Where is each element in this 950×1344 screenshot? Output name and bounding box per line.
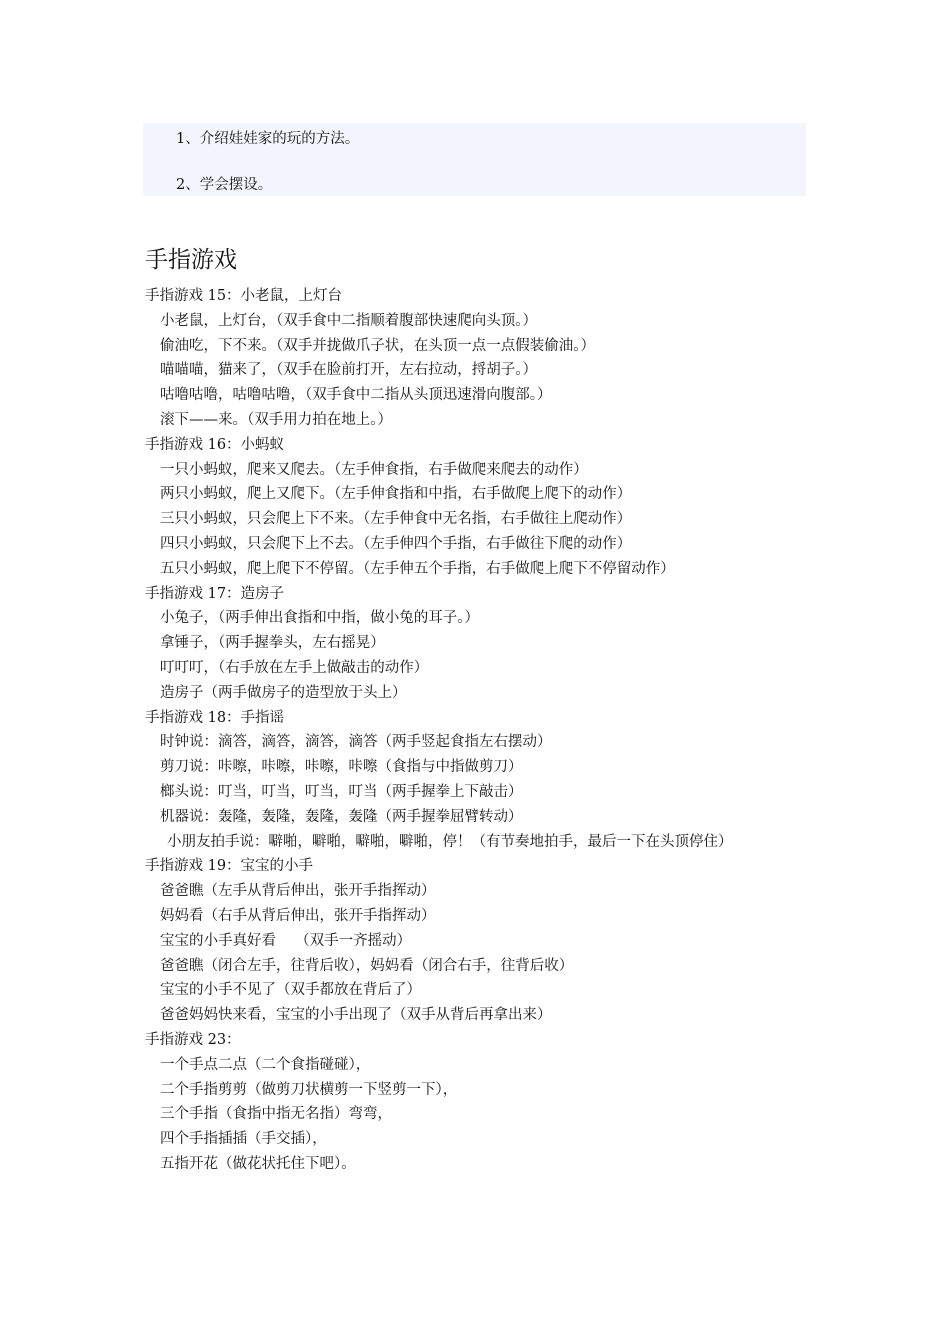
intro-item-2: 2、学会摆设。 [176, 177, 273, 193]
game-line: 爸爸妈妈快来看，宝宝的小手出现了（双手从背后再拿出来） [160, 1007, 552, 1024]
game-line: 榔头说：叮当，叮当，叮当，叮当（两手握拳上下敲击） [160, 783, 523, 800]
intro-item-1: 1、介绍娃娃家的玩的方法。 [176, 131, 360, 147]
game-line: 喵喵喵，猫来了，（双手在脸前打开，左右拉动，捋胡子。） [160, 362, 537, 379]
game-title: 手指游戏 23： [145, 1031, 241, 1048]
game-line: 宝宝的小手真好看 （双手一齐摇动） [160, 932, 412, 949]
game-line: 三只小蚂蚁，只会爬上下不来。（左手伸食中无名指，右手做往上爬动作） [160, 511, 632, 528]
game-line: 小朋友拍手说：噼啪，噼啪，噼啪，噼啪，停！（有节奏地拍手，最后一下在头顶停住） [167, 833, 733, 850]
game-line: 一只小蚂蚁，爬来又爬去。（左手伸食指，右手做爬来爬去的动作） [160, 461, 588, 478]
game-title: 手指游戏 17：造房子 [145, 585, 285, 602]
game-line: 五指开花（做花状托住下吧）。 [160, 1155, 356, 1172]
game-line: 爸爸瞧（左手从背后伸出，张开手指挥动） [160, 883, 436, 900]
game-line: 剪刀说：咔嚓，咔嚓，咔嚓，咔嚓（食指与中指做剪刀） [160, 759, 523, 776]
game-line: 咕噜咕噜，咕噜咕噜，（双手食中二指从头顶迅速滑向腹部。） [160, 387, 552, 404]
game-line: 爸爸瞧（闭合左手，往背后收），妈妈看（闭合右手，往背后收） [160, 957, 574, 974]
game-line: 造房子（两手做房子的造型放于头上） [160, 684, 407, 701]
game-line: 二个手指剪剪（做剪刀状横剪一下竖剪一下）， [160, 1081, 458, 1098]
game-line: 两只小蚂蚁，爬上又爬下。（左手伸食指和中指，右手做爬上爬下的动作） [160, 486, 632, 503]
game-line: 一个手点二点（二个食指碰碰）， [160, 1056, 371, 1073]
game-line: 滚下——来。（双手用力拍在地上。） [160, 411, 392, 428]
game-title: 手指游戏 19：宝宝的小手 [145, 858, 314, 875]
game-line: 小兔子，（两手伸出食指和中指，做小兔的耳子。） [160, 610, 479, 627]
game-line: 宝宝的小手不见了（双手都放在背后了） [160, 982, 421, 999]
game-line: 机器说：轰隆，轰隆，轰隆，轰隆（两手握拳屈臂转动） [160, 808, 523, 825]
game-line: 四只小蚂蚁，只会爬下上不去。（左手伸四个手指，右手做往下爬的动作） [160, 535, 632, 552]
game-title: 手指游戏 16：小蚂蚁 [145, 436, 285, 453]
game-line: 三个手指（食指中指无名指）弯弯， [160, 1106, 392, 1123]
game-line: 五只小蚂蚁，爬上爬下不停留。（左手伸五个手指，右手做爬上爬下不停留动作） [160, 560, 675, 577]
game-line: 叮叮叮，（右手放在左手上做敲击的动作） [160, 659, 429, 676]
game-title: 手指游戏 18：手指谣 [145, 709, 285, 726]
game-line: 小老鼠，上灯台，（双手食中二指顺着腹部快速爬向头顶。） [160, 312, 537, 329]
game-title: 手指游戏 15：小老鼠，上灯台 [145, 288, 343, 304]
game-line: 妈妈看（右手从背后伸出，张开手指挥动） [160, 907, 436, 924]
section-title: 手指游戏 [145, 247, 237, 273]
game-line: 时钟说：滴答，滴答，滴答，滴答（两手竖起食指左右摆动） [160, 734, 552, 751]
game-line: 四个手指插插（手交插）， [160, 1131, 327, 1148]
games-list [145, 284, 810, 1177]
game-line: 偷油吃，下不来。（双手并拢做爪子状，在头顶一点一点假装偷油。） [160, 337, 595, 354]
game-line: 拿锤子，（两手握拳头，左右摇晃） [160, 635, 385, 652]
